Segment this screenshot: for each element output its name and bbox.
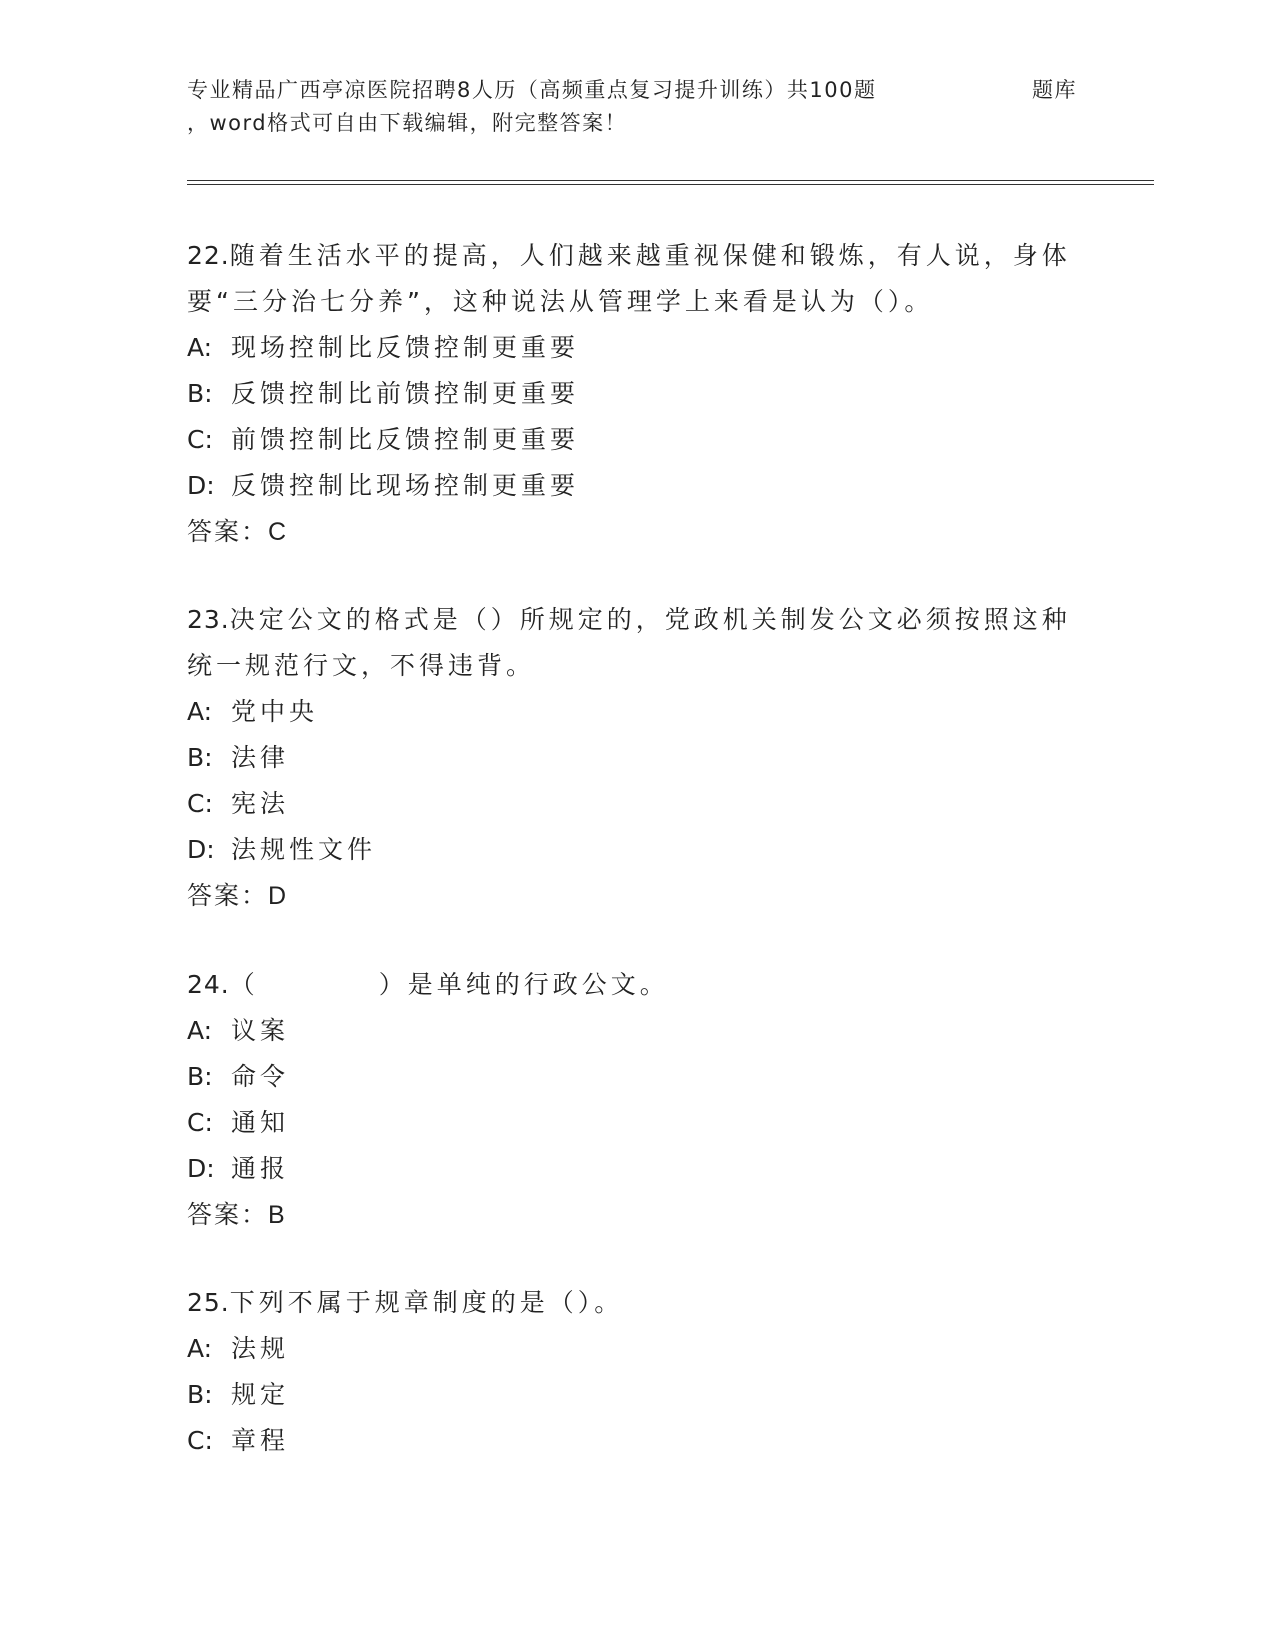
page-header xyxy=(187,74,1087,140)
question-number: 24. xyxy=(187,970,230,999)
question-22 xyxy=(187,233,1087,555)
option-letter: D: xyxy=(187,1154,215,1183)
option-letter: B: xyxy=(187,1062,213,1091)
option-text: 现场控制比反馈控制更重要 xyxy=(231,333,580,362)
option-c xyxy=(187,781,1087,827)
header-subtitle: ，word格式可自由下载编辑，附完整答案！ xyxy=(187,111,628,135)
question-stem xyxy=(187,597,1087,689)
option-text: 宪法 xyxy=(231,789,290,818)
option-d xyxy=(187,463,1087,509)
option-a xyxy=(187,325,1087,371)
option-text: 反馈控制比现场控制更重要 xyxy=(231,471,580,500)
option-letter: C: xyxy=(187,789,213,818)
option-text: 反馈控制比前馈控制更重要 xyxy=(231,379,580,408)
option-letter: C: xyxy=(187,425,213,454)
option-letter: B: xyxy=(187,379,213,408)
question-text-open: （ xyxy=(229,970,259,999)
question-text: 随着生活水平的提高，人们越来越重视保健和锻炼，有人说，身体要“三分治七分养”，这种说法从管理学上来看是认为（）。 xyxy=(187,241,1071,316)
question-number: 25. xyxy=(187,1288,230,1317)
option-a xyxy=(187,1326,1087,1372)
answer: 答案：C xyxy=(187,518,289,546)
option-text: 规定 xyxy=(231,1380,290,1409)
option-letter: A: xyxy=(187,697,213,726)
header-title: 专业精品广西亭凉医院招聘8人历（高频重点复习提升训练）共100题 xyxy=(187,78,877,102)
option-letter: C: xyxy=(187,1108,213,1137)
option-text: 议案 xyxy=(231,1016,290,1045)
question-24 xyxy=(187,962,1087,1238)
question-text: 决定公文的格式是（）所规定的，党政机关制发公文必须按照这种统一规范行文，不得违背。 xyxy=(187,605,1071,680)
option-d xyxy=(187,1146,1087,1192)
option-letter: D: xyxy=(187,471,215,500)
option-c xyxy=(187,417,1087,463)
option-text: 法规 xyxy=(231,1334,290,1363)
question-text-close: ）是单纯的行政公文。 xyxy=(378,970,669,999)
option-d xyxy=(187,827,1087,873)
question-stem xyxy=(187,233,1087,325)
answer: 答案：B xyxy=(187,1201,287,1229)
option-c xyxy=(187,1418,1087,1464)
option-text: 通知 xyxy=(231,1108,290,1137)
option-b xyxy=(187,1372,1087,1418)
option-text: 法规性文件 xyxy=(231,835,377,864)
option-text: 前馈控制比反馈控制更重要 xyxy=(231,425,580,454)
question-number: 22. xyxy=(187,241,230,270)
option-letter: B: xyxy=(187,743,213,772)
option-text: 通报 xyxy=(231,1154,290,1183)
option-letter: A: xyxy=(187,1334,213,1363)
option-b xyxy=(187,1054,1087,1100)
option-letter: B: xyxy=(187,1380,213,1409)
question-25 xyxy=(187,1280,1087,1464)
option-b xyxy=(187,371,1087,417)
option-c xyxy=(187,1100,1087,1146)
header-tag: 题库 xyxy=(1032,78,1077,102)
option-text: 命令 xyxy=(231,1062,290,1091)
option-letter: A: xyxy=(187,1016,213,1045)
question-stem xyxy=(187,962,1087,1008)
option-text: 党中央 xyxy=(231,697,319,726)
option-letter: C: xyxy=(187,1426,213,1455)
question-stem xyxy=(187,1280,1087,1326)
question-23 xyxy=(187,597,1087,919)
answer: 答案：D xyxy=(187,882,289,910)
option-text: 章程 xyxy=(231,1426,290,1455)
option-a xyxy=(187,1008,1087,1054)
question-text: 下列不属于规章制度的是（）。 xyxy=(229,1288,624,1317)
question-number: 23. xyxy=(187,605,230,634)
header-title-line xyxy=(187,74,1087,107)
option-letter: A: xyxy=(187,333,213,362)
option-text: 法律 xyxy=(231,743,290,772)
option-letter: D: xyxy=(187,835,215,864)
header-divider-top xyxy=(187,180,1154,181)
option-a xyxy=(187,689,1087,735)
option-b xyxy=(187,735,1087,781)
header-divider-bottom xyxy=(187,184,1154,185)
